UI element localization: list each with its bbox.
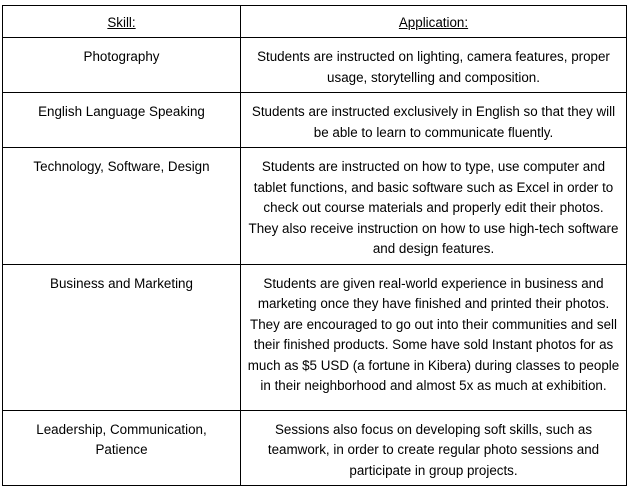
skill-cell: Leadership, Communication, Patience — [3, 410, 241, 486]
table-row — [3, 264, 627, 410]
header-application: Application: — [241, 6, 627, 38]
application-cell: Students are given real-world experience in business and marketing once they have finished and printed their photos. They are encouraged to go out into their communities and sell their finished products. Some have sold Instant photos for as much as $5 USD (a fortune in Kibera) during classes to people in their neighborhood and almost 5x as much at exhibition. — [241, 264, 627, 410]
application-cell: Sessions also focus on developing soft skills, such as teamwork, in order to create regular photo sessions and participate in group projects. — [241, 410, 627, 486]
skill-cell: English Language Speaking — [3, 93, 241, 148]
skill-cell: Photography — [3, 38, 241, 93]
application-cell: Students are instructed on lighting, camera features, proper usage, storytelling and composition. — [241, 38, 627, 93]
application-cell: Students are instructed exclusively in English so that they will be able to learn to communicate fluently. — [241, 93, 627, 148]
table-row — [3, 148, 627, 265]
application-cell: Students are instructed on how to type, use computer and tablet functions, and basic software such as Excel in order to check out course materials and properly edit their photos. They also receive instruction on how to use high-tech software and design features. — [241, 148, 627, 265]
skill-cell: Business and Marketing — [3, 264, 241, 410]
table-row — [3, 38, 627, 93]
table-row — [3, 410, 627, 486]
skills-table — [2, 5, 627, 486]
skills-table-container — [2, 5, 626, 486]
header-skill: Skill: — [3, 6, 241, 38]
table-header-row — [3, 6, 627, 38]
table-row — [3, 93, 627, 148]
skill-cell: Technology, Software, Design — [3, 148, 241, 265]
